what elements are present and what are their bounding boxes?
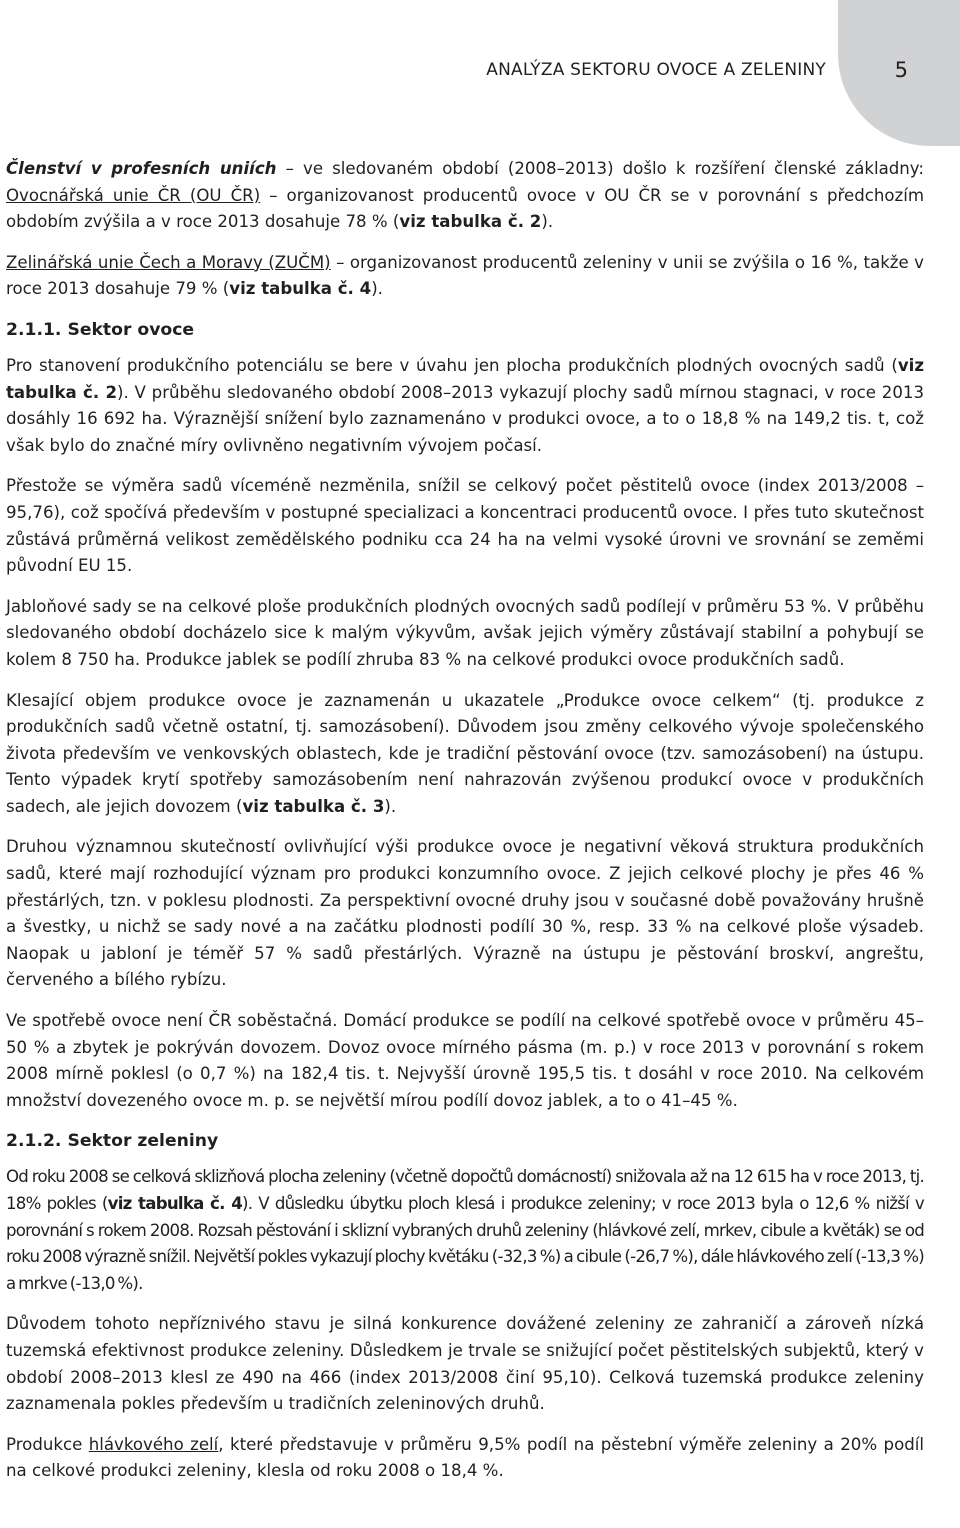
fruit-paragraph-6: Ve spotřebě ovoce není ČR soběstačná. Domácí produkce se podílí na celkové spotřebě ovoce v průměru 45–50 % a zbytek je pokrýván dovozem. Dovoz ovoce mírného pásma (m. p.) v roce 2013 v porovnání s rokem 2008 mírně poklesl (o 0,7 %) na 182,4 tis. t. Nejvyšší úrovně 195,5 tis. t dosáhl v roce 2010. Na celkovém množství dovezeného ovoce m. p. se největší mírou podílí dovoz jablek, a to o 41–45 %. bbox=[6, 1011, 924, 1110]
fruit-paragraph-2: Přestože se výměra sadů víceméně nezměnila, snížil se celkový počet pěstitelů ovoce (index 2013/2008 – 95,76), což spočívá především v postupné specializaci a koncentraci producentů ovoce. I přes tuto skutečnost zůstává průměrná velikost zemědělského podniku cca 24 ha na velmi vysoké úrovni ve srovnání se zeměmi původní EU 15. bbox=[6, 476, 924, 576]
intro-membership: Členství v profesních uniích – ve sledovaném období (2008–2013) došlo k rozšíření členské základny: Ovocnářská unie ČR (OU ČR) – organizovanost producentů ovoce v OU ČR se v porovnání s předchozím obdobím zvýšila a v roce 2013 dosahuje 78 % (viz tabulka č. 2). bbox=[6, 159, 925, 232]
ou-cr-name: Ovocnářská unie ČR (OU ČR) bbox=[6, 185, 261, 205]
table-reference: viz tabulka č. 2 bbox=[6, 355, 924, 402]
fruit-paragraph-1: Pro stanovení produkčního potenciálu se bere v úvahu jen plocha produkčních plodných ovocných sadů (viz tabulka č. 2). V průběhu sledovaného období 2008–2013 vykazují plochy sadů mírnou stagnaci, v roce 2013 dosáhly 16 692 ha. Výraznější snížení bylo zaznamenáno v produkci ovoce, a to o 18,8 % na 149,2 tis. t, což však bylo do značné míry ovlivněno negativním vývojem počasí. bbox=[6, 355, 924, 455]
table-reference: viz tabulka č. 4 bbox=[229, 279, 372, 299]
table-reference: viz tabulka č. 3 bbox=[242, 796, 385, 816]
table-reference: viz tabulka č. 4 bbox=[107, 1194, 243, 1213]
intro-zucm: Zelinářská unie Čech a Moravy (ZUČM) – organizovanost producentů zeleniny v unii se zvýšila o 16 %, takže v roce 2013 dosahuje 79 % (viz tabulka č. 4). bbox=[6, 252, 925, 299]
lead-phrase: Členství v profesních uniích bbox=[6, 159, 277, 178]
veg-paragraph-1: Od roku 2008 se celková sklizňová plocha zeleniny (včetně dopočtů domácností) snižovala až na 12 615 ha v roce 2013, tj. 18% pokles (viz tabulka č. 4). V důsledku úbytku ploch klesá i produkce zeleniny; v roce 2013 byla o 12,6 % nižší v porovnání s rokem 2008. Rozsah pěstování i sklizní vybraných druhů zeleniny (hlávkové zelí, mrkev, cibule a květák) se od roku 2008 výrazně snížil. Největší pokles vykazují plochy květáku (-32,3 %) a cibule (-26,7 %), dále hlávkového zelí (-13,3 %) a mrkve (-13,0 %). bbox=[6, 1167, 924, 1293]
document-body bbox=[6, 156, 924, 1499]
veg-paragraph-2: Důvodem tohoto nepříznivého stavu je silná konkurence dovážené zeleniny ze zahraničí a zároveň nízká tuzemská efektivnost produkce zeleniny. Důsledkem je trvale se snižující počet pěstitelských subjektů, který v období 2008–2013 klesl ze 490 na 466 (index 2013/2008 činí 95,10). Celková tuzemská produkce zeleniny zaznamenala pokles především u tradičních zeleninových druhů. bbox=[6, 1314, 924, 1414]
page-number: 5 bbox=[894, 58, 908, 82]
zucm-name: Zelinářská unie Čech a Moravy (ZUČM) bbox=[6, 252, 331, 272]
fruit-paragraph-5: Druhou významnou skutečností ovlivňující výši produkce ovoce je negativní věková struktura produkčních sadů, které mají rozhodující význam pro produkci konzumního ovoce. Z jejich celkové plochy je přes 46 % přestárlých, tzn. v poklesu plodnosti. Za perspektivní ovocné druhy jsou v současné době považovány hrušně a švestky, u nichž se sady nové a na začátku plodnosti podílí 30 %, resp. 33 % na celkové ploše výsadeb. Naopak u jabloní je téměř 57 % sadů přestárlých. Výrazně na ústupu je pěstování broskví, angreštu, červeného a bílého rybízu. bbox=[6, 837, 924, 990]
veg-paragraph-3: Produkce hlávkového zelí, které představuje v průměru 9,5% podíl na pěstební výměře zeleniny a 20% podíl na celkové produkci zeleniny, klesla od roku 2008 o 18,4 %. bbox=[6, 1434, 924, 1481]
fruit-paragraph-3: Jabloňové sady se na celkové ploše produkčních plodných ovocných sadů podílejí v průměru 53 %. V průběhu sledovaného období docházelo sice k malým výkyvům, avšak jejich výměry zůstávají stabilní a pohybují se kolem 8 750 ha. Produkce jablek se podílí zhruba 83 % na celkové produkci ovoce produkčních sadů. bbox=[6, 596, 924, 669]
section-heading-fruit: 2.1.1. Sektor ovoce bbox=[6, 319, 195, 340]
cabbage-link[interactable]: hlávkového zelí bbox=[88, 1434, 219, 1454]
section-heading-vegetables: 2.1.2. Sektor zeleniny bbox=[6, 1131, 219, 1152]
fruit-paragraph-4: Klesající objem produkce ovoce je zaznamenán u ukazatele „Produkce ovoce celkem“ (tj. produkce z produkčních sadů včetně ostatní, tj. samozásobení). Důvodem jsou změny celkového vývoje společenského života především ve venkovských oblastech, kde je tradiční pěstování ovoce (tzv. samozásobení) na ústupu. Tento výpadek krytí spotřeby samozásobením není nahrazován zvýšenou produkcí ovoce v produkčních sadech, ale jejich dovozem (viz tabulka č. 3). bbox=[6, 690, 924, 816]
table-reference: viz tabulka č. 2 bbox=[399, 212, 542, 232]
running-header: ANALÝZA SEKTORU OVOCE A ZELENINY bbox=[486, 60, 826, 80]
